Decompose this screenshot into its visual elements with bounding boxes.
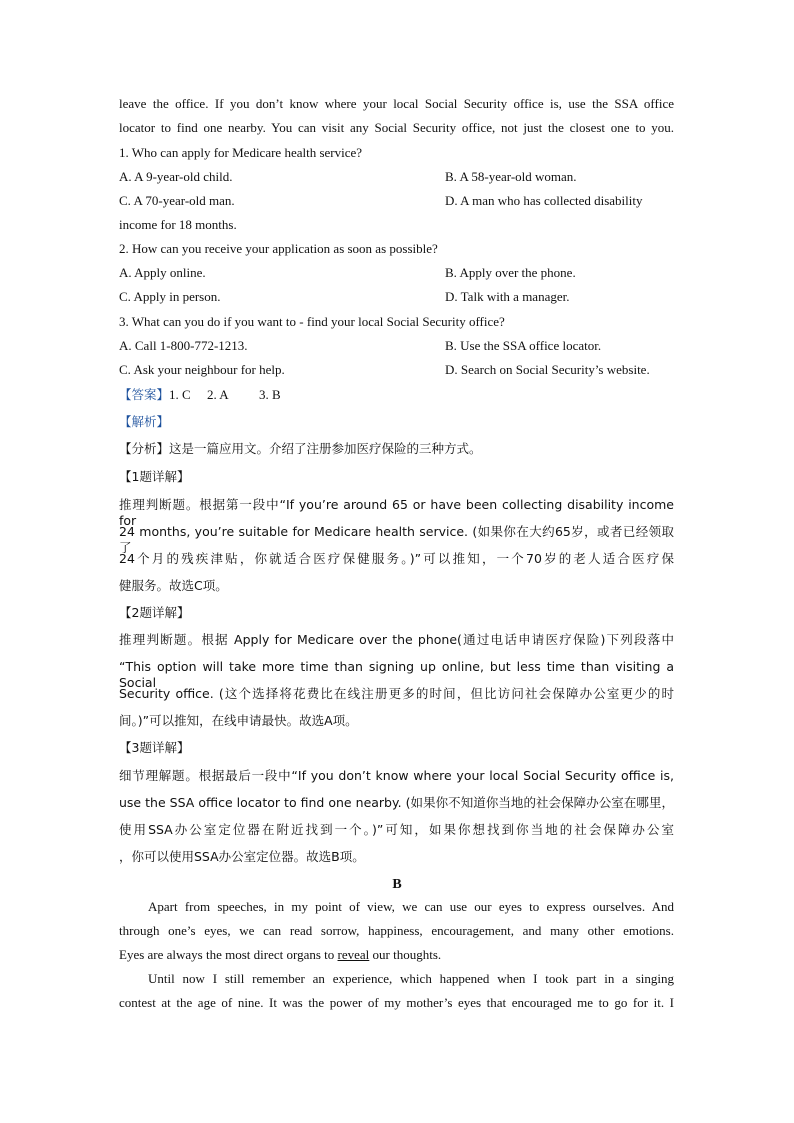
question-3-stem: 3. What can you do if you want to - find your local Social Security office? <box>119 314 505 329</box>
question-2-stem: 2. How can you receive your application as soon as possible? <box>119 241 438 256</box>
section-heading: B <box>392 877 402 892</box>
q3-detail-tag: 【3题详解】 <box>119 740 190 755</box>
fenxi-line <box>119 441 482 457</box>
q3-detail-line: ，你可以使用SSA办公室定位器。故选B项。 <box>119 849 365 864</box>
question-1-option-c: C. A 70-year-old man. <box>119 193 235 208</box>
q3-detail-line: 细节理解题。根据最后一段中“If you don’t know where your local Social Security office is, <box>119 768 674 783</box>
answer-line <box>119 387 281 403</box>
question-1-option-d-continued: income for 18 months. <box>119 217 237 232</box>
passage-b-line <box>119 947 441 963</box>
analysis-tag: 【解析】 <box>119 414 170 429</box>
question-2-option-a: A. Apply online. <box>119 265 206 280</box>
fenxi-tag: 【分析】 <box>119 441 170 456</box>
fenxi-text: 这是一篇应用文。介绍了注册参加医疗保险的三种方式。 <box>169 441 482 456</box>
passage-b-text: our thoughts. <box>369 947 442 962</box>
q1-detail-line: 推理判断题。根据第一段中“If you’re around 65 or have been collecting disability income for <box>119 497 674 528</box>
passage-b-line: through one’s eyes, we can read sorrow, happiness, encouragement, and many other emotions. <box>119 923 674 938</box>
q3-detail-line: 使用SSA办公室定位器在附近找到一个。)”可知，如果你想找到你当地的社会保障办公室 <box>119 822 674 837</box>
passage-b-text: Eyes are always the most direct organs to <box>119 947 338 962</box>
answer-3: 3. B <box>259 387 281 402</box>
question-3-option-d: D. Search on Social Security’s website. <box>445 362 650 377</box>
q2-detail-line: 推理判断题。根据 Apply for Medicare over the phone(通过电话申请医疗保险)下列段落中 <box>119 632 674 647</box>
passage-b-line: Apart from speeches, in my point of view, we can use our eyes to express ourselves. And <box>148 899 674 914</box>
q1-detail-tag: 【1题详解】 <box>119 469 190 484</box>
question-2-option-b: B. Apply over the phone. <box>445 265 576 280</box>
question-1-option-b: B. A 58-year-old woman. <box>445 169 577 184</box>
q2-detail-line: Security office. (这个选择将花费比在线注册更多的时间，但比访问社会保障办公室更少的时 <box>119 686 674 701</box>
q2-detail-line: “This option will take more time than signing up online, but less time than visiting a Social <box>119 659 674 690</box>
q2-detail-tag: 【2题详解】 <box>119 605 190 620</box>
question-1-option-d: D. A man who has collected disability <box>445 193 643 208</box>
q1-detail-line: 24 months, you’re suitable for Medicare health service. (如果你在大约65岁，或者已经领取了 <box>119 524 674 555</box>
question-1-stem: 1. Who can apply for Medicare health service? <box>119 145 363 160</box>
passage-b-line: Until now I still remember an experience, which happened when I took part in a singing <box>148 971 674 986</box>
question-3-option-a: A. Call 1-800-772-1213. <box>119 338 248 353</box>
answer-2: 2. A <box>207 387 229 402</box>
answer-tag: 【答案】 <box>119 387 170 402</box>
q1-detail-line: 24个月的残疾津贴，你就适合医疗保健服务。)”可以推知，一个70岁的老人适合医疗保 <box>119 551 674 566</box>
question-3-option-b: B. Use the SSA office locator. <box>445 338 602 353</box>
answer-1: 1. C <box>169 387 191 402</box>
question-2-option-d: D. Talk with a manager. <box>445 289 570 304</box>
question-2-option-c: C. Apply in person. <box>119 289 221 304</box>
q1-detail-line: 健服务。故选C项。 <box>119 578 228 593</box>
passage-line: locator to find one nearby. You can visit any Social Security office, not just the closest one to you. <box>119 120 674 135</box>
question-1-option-a: A. A 9-year-old child. <box>119 169 233 184</box>
q2-detail-line: 间。)”可以推知，在线申请最快。故选A项。 <box>119 713 358 728</box>
question-3-option-c: C. Ask your neighbour for help. <box>119 362 285 377</box>
passage-line: leave the office. If you don’t know where your local Social Security office is, use the SSA office <box>119 96 674 111</box>
underlined-word: reveal <box>337 947 370 962</box>
passage-b-line: contest at the age of nine. It was the power of my mother’s eyes that encouraged me to go for it. I <box>119 995 674 1010</box>
q3-detail-line: use the SSA office locator to find one nearby. (如果你不知道你当地的社会保障办公室在哪里， <box>119 795 674 810</box>
